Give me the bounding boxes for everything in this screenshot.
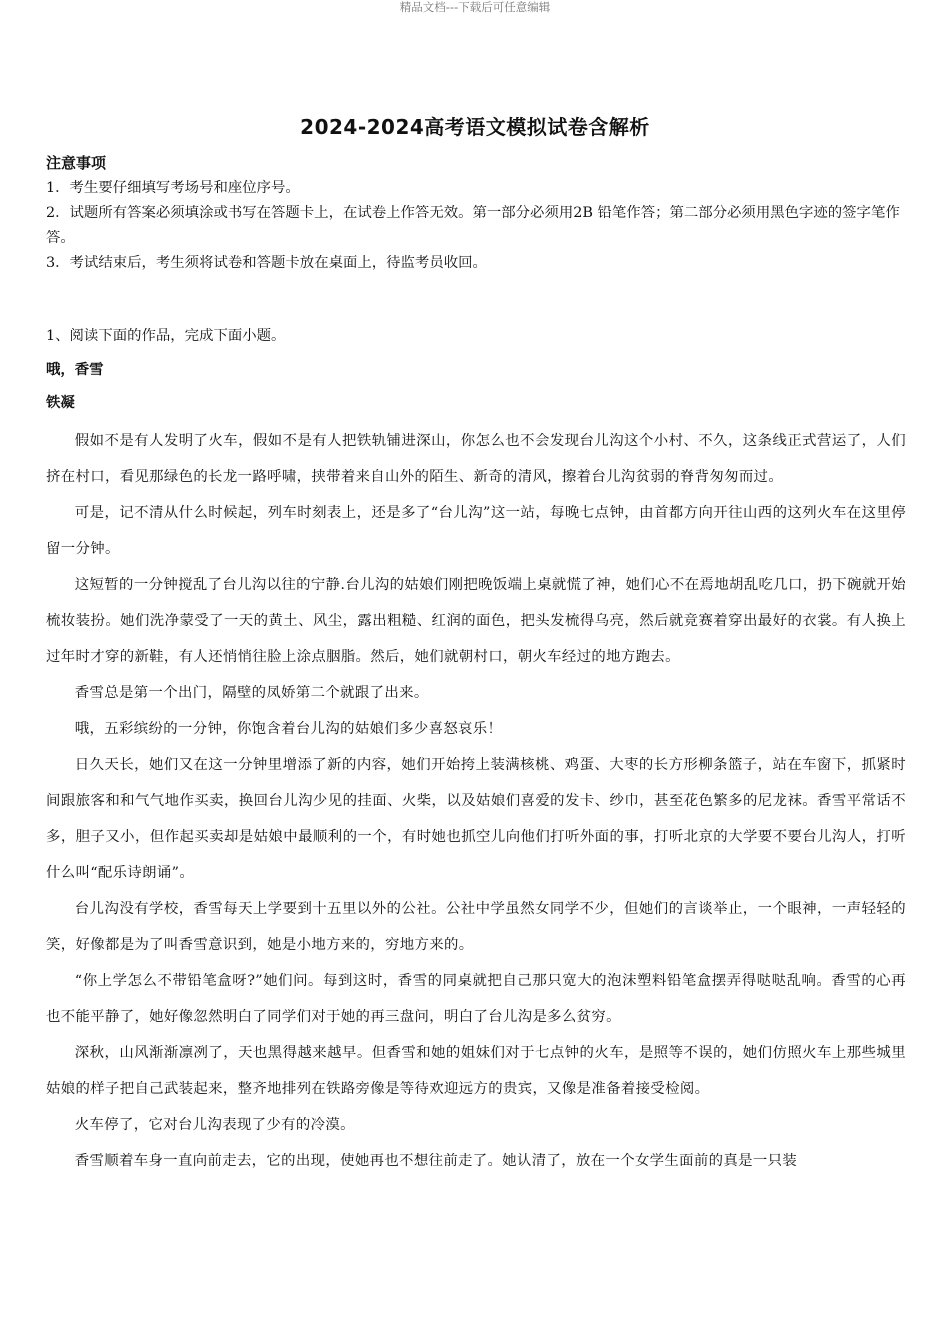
article-paragraph: 可是，记不清从什么时候起，列车时刻表上，还是多了“台儿沟”这一站，每晚七点钟，由首都方向开往山西的这列火车在这里停留一分钟。 [46,505,906,557]
article-paragraph: 台儿沟没有学校，香雪每天上学要到十五里以外的公社。公社中学虽然女同学不少，但她们的言谈举止，一个眼神，一声轻轻的笑，好像都是为了叫香雪意识到，她是小地方来的，穷地方来的。 [46,901,906,953]
work-title: 哦，香雪 [46,361,104,378]
article-paragraph: 深秋，山风渐渐凛冽了，天也黑得越来越早。但香雪和她的姐妹们对于七点钟的火车，是照等不误的，她们仿照火车上那些城里姑娘的样子把自己武装起来，整齐地排列在铁路旁像是等待欢迎远方的贵宾，又像是准备着接受检阅。 [46,1045,906,1097]
notice-item: 1．考生要仔细填写考场号和座位序号。 [46,180,300,196]
article-paragraph: 香雪总是第一个出门，隔壁的凤娇第二个就跟了出来。 [74,685,429,701]
article-paragraph: 日久天长，她们又在这一分钟里增添了新的内容，她们开始挎上装满核桃、鸡蛋、大枣的长方形柳条篮子，站在车窗下，抓紧时间跟旅客和和气气地作买卖，换回台儿沟少见的挂面、火柴，以及姑娘们喜爱的发卡、纱巾，甚至花色繁多的尼龙袜。香雪平常话不多，胆子又小，但作起买卖却是姑娘中最顺利的一个，有时她也抓空儿向他们打听外面的事，打听北京的大学要不要台儿沟人，打听什么叫“配乐诗朗诵”。 [46,757,906,881]
exam-title: 2024-2024高考语文模拟试卷含解析 [300,115,650,139]
article-paragraph: 哦，五彩缤纷的一分钟，你饱含着台儿沟的姑娘们多少喜怒哀乐！ [74,721,503,737]
article-paragraph: 火车停了，它对台儿沟表现了少有的冷漠。 [74,1117,355,1133]
notice-section [46,151,906,276]
author-name: 铁凝 [46,394,75,411]
article-paragraph: “你上学怎么不带铅笔盒呀?”她们问。每到这时，香雪的同桌就把自己那只宽大的泡沫塑料铅笔盒摆弄得哒哒乱响。香雪的心再也不能平静了，她好像忽然明白了同学们对于她的再三盘问，明白了台儿沟是多么贫穷。 [46,973,906,1025]
notice-heading: 注意事项 [46,154,107,172]
article-paragraph: 这短暂的一分钟搅乱了台儿沟以往的宁静.台儿沟的姑娘们刚把晚饭端上桌就慌了神，她们心不在焉地胡乱吃几口，扔下碗就开始梳妆装扮。她们洗净蒙受了一天的黄土、风尘，露出粗糙、红润的面色，把头发梳得乌亮，然后就竞赛着穿出最好的衣裳。有人换上过年时才穿的新鞋，有人还悄悄往脸上涂点胭脂。然后，她们就朝村口，朝火车经过的地方跑去。 [46,577,906,665]
notice-item: 3．考试结束后，考生须将试卷和答题卡放在桌面上，待监考员收回。 [46,255,487,271]
question-header [46,324,906,423]
question-instruction: 1、阅读下面的作品，完成下面小题。 [46,328,286,344]
watermark-header: 精品文档---下载后可任意编辑 [399,0,551,14]
article-body [46,423,906,1179]
article-paragraph: 香雪顺着车身一直向前走去，它的出现，使她再也不想往前走了。她认清了，放在一个女学生面前的真是一只装 [74,1153,798,1169]
article-paragraph: 假如不是有人发明了火车，假如不是有人把铁轨铺进深山，你怎么也不会发现台儿沟这个小村、不久，这条线正式营运了，人们挤在村口，看见那绿色的长龙一路呼啸，挟带着来自山外的陌生、新奇的清风，擦着台儿沟贫弱的脊背匆匆而过。 [46,433,906,485]
notice-item: 2．试题所有答案必须填涂或书写在答题卡上，在试卷上作答无效。第一部分必须用2B 铅笔作答；第二部分必须用黑色字迹的签字笔作答。 [46,205,900,246]
